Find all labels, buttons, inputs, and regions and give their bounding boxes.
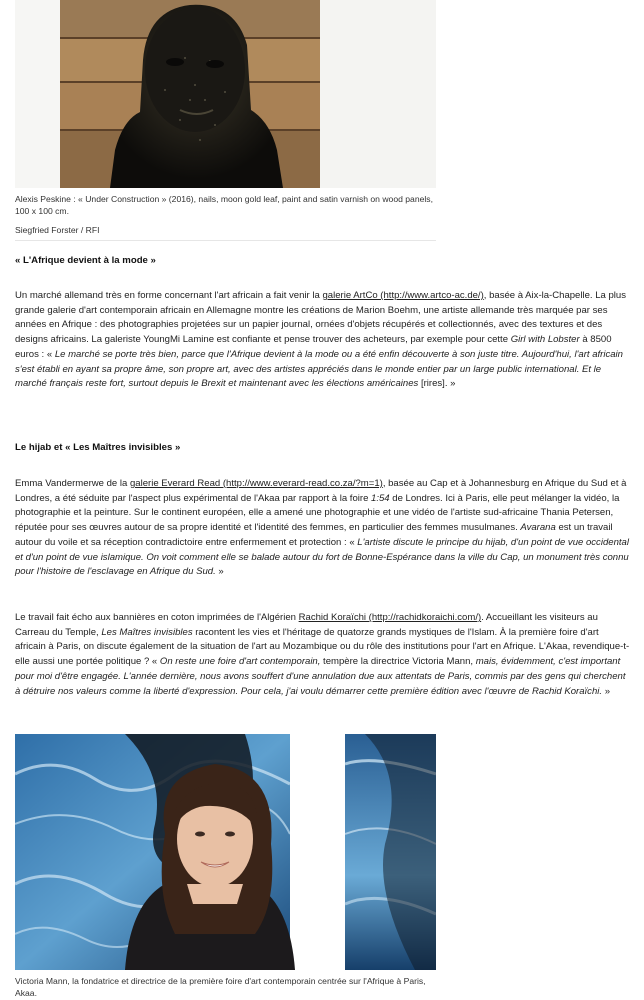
paragraph: Emma Vandermerwe de la galerie Everard Read (http://www.everard-read.co.za/?m=1), basée au Cap et à Johannesburg en Afrique du Sud et à Londres, a été séduite par l'aspect plus expérimental de l'Akaa par rapport à la foire 1:54 de Londres. Ici à Paris, elle peut mélanger la vidéo, la photographie et la peinture. Sur le continent européen, elle a amené une photographie et une vidéo de l'artiste sud-africaine Thania Petersen, réputée pour ses œuvres autour de sa propre identité et l'identité des femmes, en particulier des femmes musulmanes. Avarana est un travail autour du voile et sa réception contradictoire entre enfermement et protection : « L'artiste discute le principe du hijab, d'un point de vue occidental et d'un point de vue islamique. On voit comment elle se balade autour du fort de Bonne-Espérance dans la ville du Cap, un monument très connu pour l'histoire de l'esclavage en Afrique du Sud. »: [15, 478, 629, 578]
portrait-photo: [15, 734, 436, 970]
portrait-illustration: [15, 734, 436, 970]
divider: [15, 240, 436, 241]
artist-link-koraichi[interactable]: Rachid Koraïchi (http://rachidkoraichi.com/): [298, 612, 482, 623]
paragraph: Un marché allemand très en forme concernant l'art africain a fait venir la galerie ArtCo (http://www.artco-ac.de/), basée à Aix-la-Chapelle. La plus grande galerie d'art contemporain africain en Allemagne montre les créations de Marion Boehm, une artiste allemande très marquée par ses années en Afrique : des photographies projetées sur un papier journal, ornées d'objets récupérés et collectionnés, avec des textures et des designs africains. La galeriste YoungMi Lamine est confiante et pense trouver des acheteurs, par exemple pour cette Girl with Lobster à 8500 euros : « Le marché se porte très bien, parce que l'Afrique devient à la mode ou a été enfin découverte à son juste titre. Aujourd'hui, l'art africain s'est établi en ayant sa propre âme, son propre art, avec des artistes appréciés dans le monde entier par un large public international. Et le marché français reste fort, surtout depuis le Brexit et maintenant avec les élections américaines [rires]. »: [15, 290, 627, 390]
gallery-link-artco[interactable]: galerie ArtCo (http://www.artco-ac.de/): [322, 290, 484, 301]
artwork-photo: [15, 0, 436, 188]
section-heading: « L'Afrique devient à la mode »: [15, 255, 156, 266]
figure-caption: Victoria Mann, la fondatrice et directrice de la première foire d'art contemporain centrée sur l'Afrique à Paris, Akaa.: [15, 976, 426, 998]
gallery-link-everard-read[interactable]: galerie Everard Read (http://www.everard-read.co.za/?m=1): [129, 478, 383, 489]
section-heading: Le hijab et « Les Maîtres invisibles »: [15, 442, 181, 453]
artwork-illustration: [15, 0, 436, 188]
paragraph: Le travail fait écho aux bannières en coton imprimées de l'Algérien Rachid Koraïchi (http://rachidkoraichi.com/). Accueillant les visiteurs au Carreau du Temple, Les Maîtres invisibles racontent les vies et l'héritage de quatorze grands mystiques de l'Islam. À la première foire d'art africain à Paris, on discute également de la situation de l'art au Mozambique ou du rôle des institutions pour l'art en Afrique. L'Akaa, revendique-t-elle aussi une portée politique ? « On reste une foire d'art contemporain, tempère la directrice Victoria Mann, mais, évidemment, c'est important pour moi d'être engagée. L'année dernière, nous avons souffert d'une annulation due aux attentats de Paris, commis par des gens qui cherchent à détruire nos valeurs comme la liberté d'expression. Pour cela, j'ai voulu démarrer cette première édition avec l'œuvre de Rachid Koraïchi. »: [15, 612, 630, 697]
figure-caption: Alexis Peskine : « Under Construction » (2016), nails, moon gold leaf, paint and satin varnish on wood panels, 100 x 100 cm.: [15, 194, 433, 216]
photo-credit: Siegfried Forster / RFI: [15, 225, 100, 235]
